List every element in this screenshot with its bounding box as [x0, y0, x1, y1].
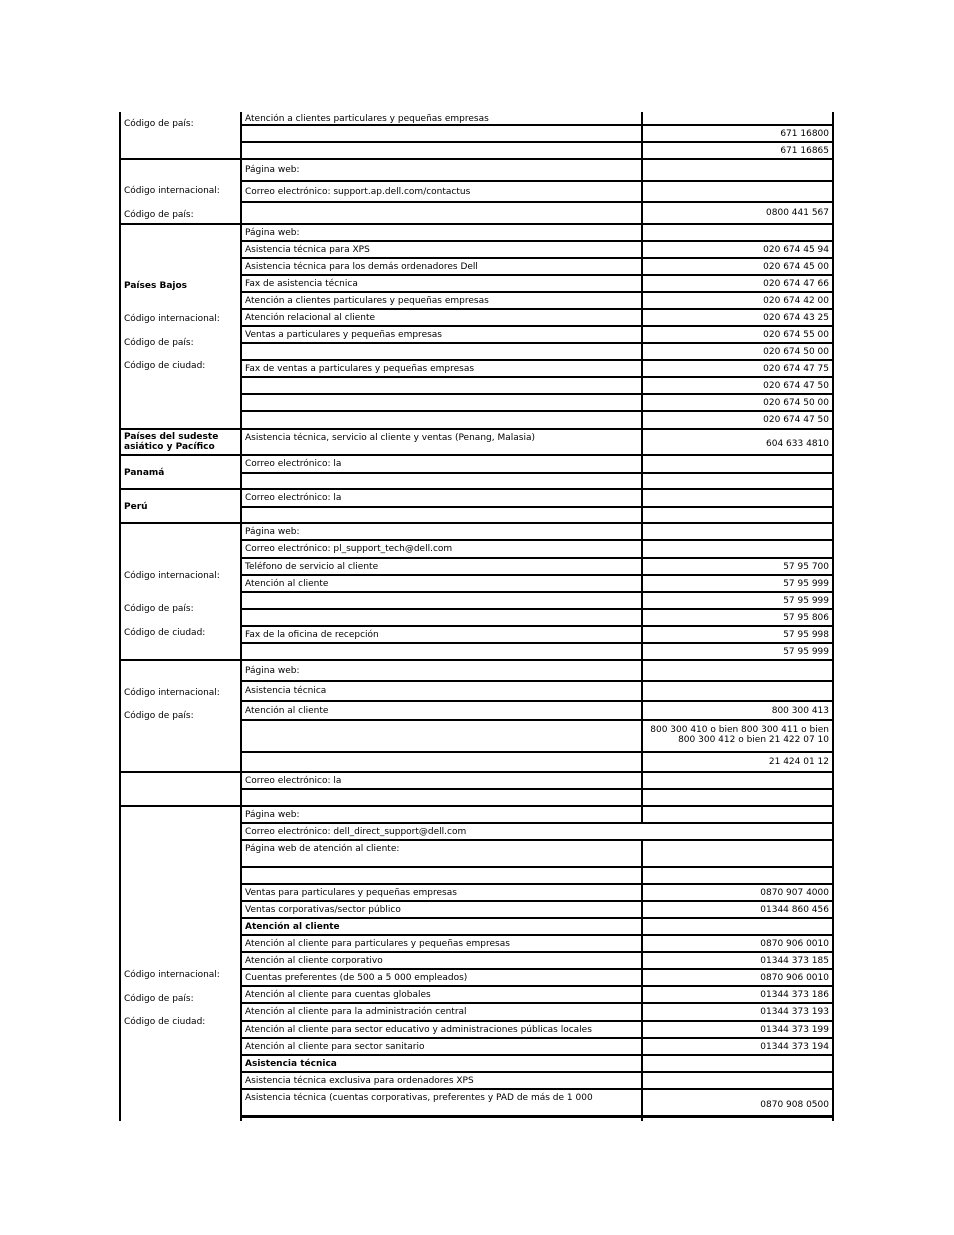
row-description: Cuentas preferentes (de 500 a 5 000 empleados)	[245, 972, 468, 983]
row-divider	[241, 968, 833, 970]
row-description: Asistencia técnica	[245, 686, 327, 696]
row-phone-number: 020 674 50 00	[763, 346, 829, 357]
row-divider	[241, 180, 833, 182]
row-divider	[241, 291, 833, 293]
row-phone-number: 020 674 55 00	[763, 329, 829, 340]
row-phone-number: 57 95 999	[783, 646, 829, 657]
row-description: Asistencia técnica para XPS	[245, 244, 370, 255]
row-description: Atención al cliente para la administración central	[245, 1007, 467, 1017]
row-description: Correo electrónico: la	[245, 493, 342, 503]
row-description: Página web:	[245, 227, 300, 238]
row-phone-number: 0870 906 0010	[760, 938, 829, 949]
row-phone-number: 020 674 45 94	[763, 244, 829, 255]
row-divider	[241, 751, 833, 753]
block-divider	[120, 771, 241, 773]
row-divider	[241, 539, 833, 541]
row-description: Atención al cliente corporativo	[245, 955, 383, 966]
row-divider	[241, 1020, 833, 1022]
row-description: Correo electrónico: pl_support_tech@dell.com	[245, 544, 453, 554]
row-phone-number: 0800 441 567	[766, 208, 829, 218]
row-divider	[241, 376, 833, 378]
row-divider	[241, 934, 833, 936]
row-divider	[241, 410, 833, 412]
row-description: Página web de atención al cliente:	[245, 844, 400, 854]
row-phone-number: 020 674 47 50	[763, 380, 829, 391]
row-description: Atención al cliente para particulares y pequeñas empresas	[245, 938, 510, 949]
row-phone-number: 800 300 413	[771, 705, 829, 716]
row-phone-number: 21 424 01 12	[768, 757, 829, 767]
row-divider	[241, 805, 833, 807]
row-phone-number: 01344 373 186	[760, 989, 829, 1000]
row-phone-number: 0870 908 0500	[760, 1099, 829, 1110]
block-divider	[120, 659, 241, 661]
block-divider	[120, 454, 241, 456]
row-divider	[241, 1116, 833, 1118]
block-divider	[120, 805, 241, 807]
row-divider	[241, 472, 833, 474]
row-phone-number: 01344 860 456	[760, 904, 829, 915]
row-phone-number: 020 674 47 75	[763, 363, 829, 374]
row-divider	[241, 1071, 833, 1073]
row-divider	[241, 393, 833, 395]
row-divider	[241, 951, 833, 953]
country-label: Perú	[124, 502, 148, 512]
row-description: Fax de ventas a particulares y pequeñas empresas	[245, 363, 475, 374]
row-divider	[241, 1054, 833, 1056]
row-phone-number: 57 95 999	[783, 578, 829, 589]
row-divider	[241, 985, 833, 987]
country-label: Código de ciudad:	[124, 1017, 206, 1027]
row-description: Teléfono de servicio al cliente	[245, 561, 379, 572]
row-description: Atención a clientes particulares y pequeñas empresas	[245, 113, 489, 124]
country-label: Código internacional:	[124, 571, 220, 581]
row-description: Ventas corporativas/sector público	[245, 904, 401, 915]
row-divider	[241, 574, 833, 576]
row-description: Atención al cliente	[245, 578, 329, 589]
row-divider	[241, 274, 833, 276]
row-divider	[241, 591, 833, 593]
row-divider	[241, 342, 833, 344]
row-divider	[241, 488, 833, 490]
row-description: Asistencia técnica	[245, 1058, 337, 1069]
row-phone-number: 0870 907 4000	[760, 887, 829, 898]
row-divider	[241, 917, 833, 919]
row-phone-number: 020 674 47 50	[763, 415, 829, 425]
country-label: Código internacional:	[124, 186, 220, 196]
country-label: Panamá	[124, 468, 165, 478]
table-border-left	[119, 112, 121, 1121]
row-phone-number: 020 674 50 00	[763, 397, 829, 408]
row-divider	[241, 866, 833, 868]
row-divider	[241, 771, 833, 773]
row-phone-number: 01344 373 199	[760, 1024, 829, 1035]
row-description: Atención a clientes particulares y pequeñas empresas	[245, 295, 489, 306]
row-divider	[241, 359, 833, 361]
row-divider	[241, 1088, 833, 1090]
row-description: Página web:	[245, 809, 300, 820]
row-divider	[241, 625, 833, 627]
block-divider	[120, 223, 241, 225]
row-phone-number: 020 674 43 25	[763, 312, 829, 323]
row-divider	[241, 454, 833, 456]
row-description: Atención relacional al cliente	[245, 312, 376, 323]
row-divider	[241, 141, 833, 143]
row-description: Correo electrónico: support.ap.dell.com/contactus	[245, 186, 471, 197]
country-label: Código internacional:	[124, 970, 220, 980]
country-label: Código de ciudad:	[124, 628, 206, 638]
row-description: Correo electrónico: dell_direct_support@dell.com	[245, 826, 467, 837]
row-divider	[241, 240, 833, 242]
country-label: Países del sudeste asiático y Pacífico	[124, 432, 219, 452]
row-phone-number: 604 633 4810	[766, 439, 829, 449]
row-phone-number: 0870 906 0010	[760, 972, 829, 983]
row-phone-number: 01344 373 193	[760, 1007, 829, 1017]
row-divider	[241, 201, 833, 203]
row-description: Asistencia técnica, servicio al cliente y ventas (Penang, Malasia)	[245, 433, 535, 443]
row-divider	[241, 680, 833, 682]
row-divider	[241, 124, 833, 126]
block-divider	[120, 488, 241, 490]
row-phone-number: 57 95 806	[783, 612, 829, 623]
row-description: Atención al cliente para sector sanitario	[245, 1041, 425, 1052]
row-description: Atención al cliente para cuentas globales	[245, 989, 431, 1000]
row-phone-number: 020 674 45 00	[763, 261, 829, 272]
row-description: Página web:	[245, 165, 300, 175]
row-divider	[241, 522, 833, 524]
row-phone-number: 01344 373 185	[760, 955, 829, 966]
row-description: Fax de asistencia técnica	[245, 278, 358, 289]
row-phone-number: 020 674 42 00	[763, 295, 829, 306]
country-label: Código de país:	[124, 210, 194, 220]
row-divider	[241, 719, 833, 721]
row-divider	[241, 1037, 833, 1039]
row-phone-number: 57 95 700	[783, 561, 829, 572]
row-divider	[241, 608, 833, 610]
row-phone-number: 57 95 998	[783, 629, 829, 640]
row-phone-number: 57 95 999	[783, 595, 829, 606]
row-divider	[241, 822, 833, 824]
row-divider	[241, 506, 833, 508]
row-description: Ventas para particulares y pequeñas empresas	[245, 887, 457, 898]
row-description: Correo electrónico: la	[245, 775, 342, 786]
row-divider	[241, 900, 833, 902]
row-description: Asistencia técnica (cuentas corporativas, preferentes y PAD de más de 1 000	[245, 1093, 593, 1103]
row-description: Ventas a particulares y pequeñas empresas	[245, 329, 442, 340]
row-phone-number: 671 16865	[780, 145, 829, 156]
country-label: Código de país:	[124, 994, 194, 1004]
country-label: Países Bajos	[124, 281, 188, 291]
row-description: Asistencia técnica exclusiva para ordenadores XPS	[245, 1075, 474, 1086]
row-description: Página web:	[245, 665, 300, 676]
row-description: Correo electrónico: la	[245, 459, 342, 469]
row-phone-number: 01344 373 194	[760, 1041, 829, 1052]
row-phone-number: 800 300 410 o bien 800 300 411 o bien 800 300 412 o bien 21 422 07 10	[650, 725, 829, 745]
row-divider	[241, 883, 833, 885]
row-divider	[241, 659, 833, 661]
country-label: Código de ciudad:	[124, 361, 206, 371]
country-label: Código de país:	[124, 119, 194, 129]
row-description: Fax de la oficina de recepción	[245, 629, 379, 640]
country-label: Código internacional:	[124, 688, 220, 698]
row-divider	[241, 325, 833, 327]
row-description: Atención al cliente	[245, 921, 340, 932]
country-label: Código internacional:	[124, 314, 220, 324]
row-divider	[241, 557, 833, 559]
row-phone-number: 671 16800	[780, 128, 829, 139]
row-divider	[241, 428, 833, 430]
row-divider	[241, 788, 833, 790]
row-divider	[241, 700, 833, 702]
country-label: Código de país:	[124, 338, 194, 348]
block-divider	[120, 158, 241, 160]
row-divider	[241, 223, 833, 225]
row-description: Página web:	[245, 526, 300, 537]
row-divider	[241, 839, 833, 841]
block-divider	[120, 522, 241, 524]
row-description: Atención al cliente para sector educativo y administraciones públicas locales	[245, 1024, 592, 1035]
country-label: Código de país:	[124, 711, 194, 721]
country-label: Código de país:	[124, 604, 194, 614]
row-divider	[241, 1002, 833, 1004]
column-divider-number	[641, 112, 643, 823]
row-description: Atención al cliente	[245, 705, 329, 716]
row-divider	[241, 642, 833, 644]
block-divider	[120, 428, 241, 430]
row-phone-number: 020 674 47 66	[763, 278, 829, 289]
row-divider	[241, 308, 833, 310]
row-divider	[241, 257, 833, 259]
row-description: Asistencia técnica para los demás ordenadores Dell	[245, 261, 478, 272]
row-divider	[241, 158, 833, 160]
